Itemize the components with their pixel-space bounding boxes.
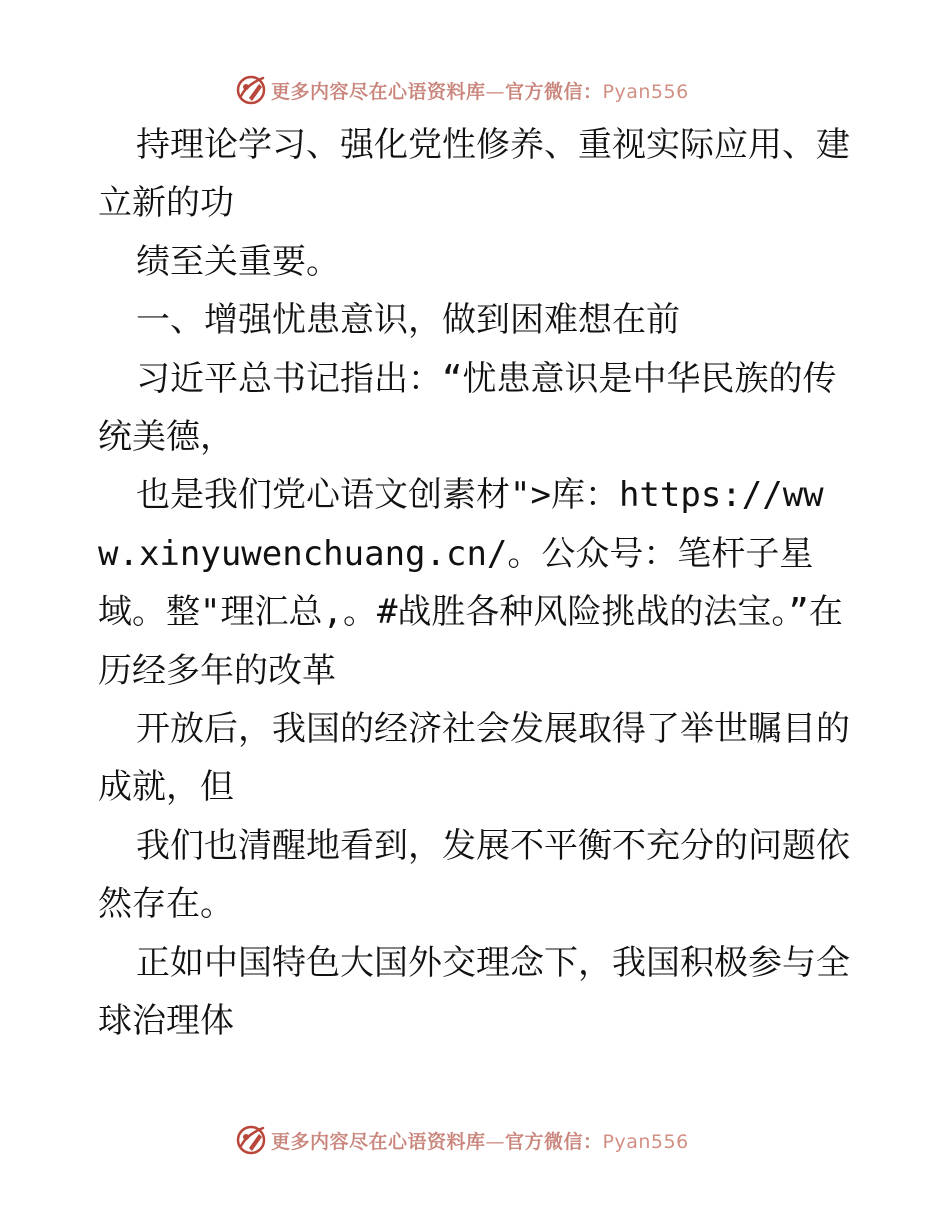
footer-watermark-text: 更多内容尽在心语资料库—官方微信：Pyan556 <box>271 1130 689 1153</box>
paragraph: 持理论学习、强化党性修养、重视实际应用、建立新的功 <box>98 125 850 224</box>
pen-logo-icon <box>235 74 267 106</box>
paragraph: 开放后，我国的经济社会发展取得了举世瞩目的成就，但 <box>98 709 850 808</box>
pen-logo-icon <box>235 1124 267 1156</box>
paragraph: 习近平总书记指出：“忧患意识是中华民族的传统美德， <box>98 358 837 458</box>
paragraph: 也是我们党心语文创素材">库：https://www.xinyuwenchuang.cn/。公众号：笔杆子星域。整"理汇总,。#战胜各种风险挑战的法宝。”在历经多年的改革 <box>98 475 843 691</box>
footer-watermark <box>235 1123 689 1157</box>
paragraph: 绩至关重要。 <box>136 241 340 282</box>
header-watermark <box>235 73 689 107</box>
paragraph: 我们也清醒地看到，发展不平衡不充分的问题依然存在。 <box>98 825 850 925</box>
paragraph: 一、增强忧患意识，做到困难想在前 <box>136 300 680 341</box>
header-watermark-text: 更多内容尽在心语资料库—官方微信：Pyan556 <box>271 80 689 103</box>
paragraph: 正如中国特色大国外交理念下，我国积极参与全球治理体 <box>98 942 850 1042</box>
body-text <box>98 116 858 1051</box>
